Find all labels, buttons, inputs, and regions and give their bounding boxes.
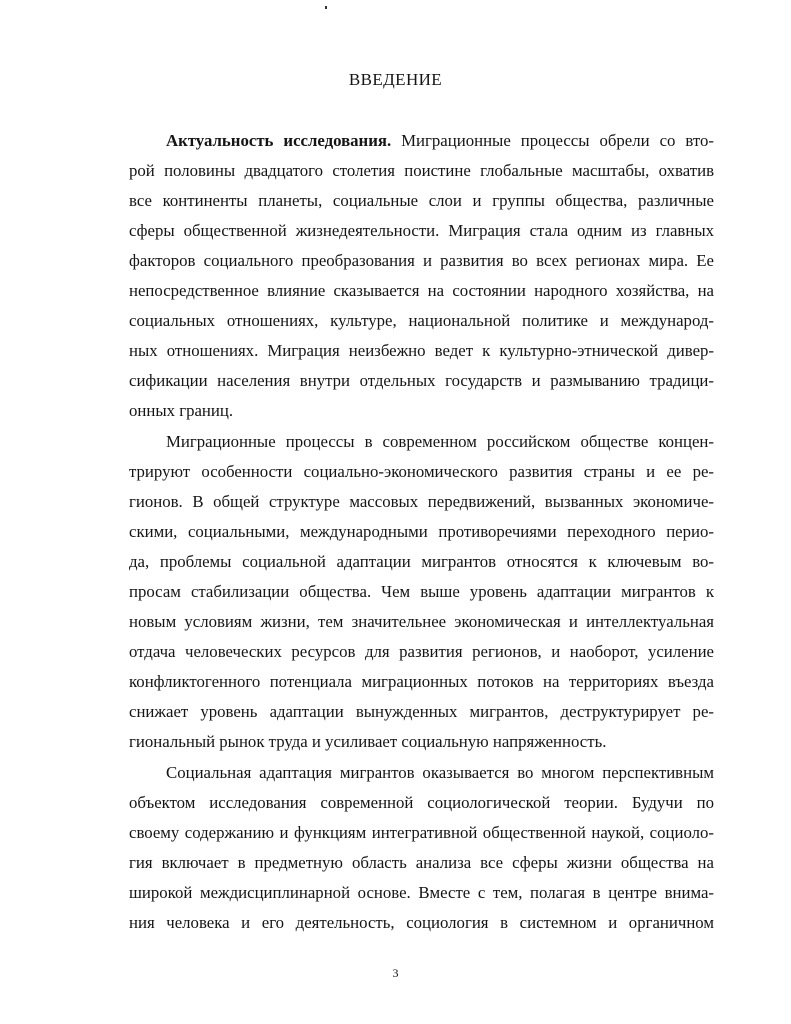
paragraph-line: объектом исследования современной социологической теории. Будучи по [129, 793, 714, 812]
paragraph-line: своему содержанию и функциям интегративной общественной наукой, социоло- [129, 823, 714, 842]
scan-artifact [325, 6, 327, 9]
paragraph-line: снижает уровень адаптации вынужденных мигрантов, деструктурирует ре- [129, 702, 714, 721]
paragraph-line: сификации населения внутри отдельных государств и размыванию традици- [129, 371, 714, 390]
paragraph-line: непосредственное влияние сказывается на состоянии народного хозяйства, на [129, 281, 714, 300]
paragraph-line: да, проблемы социальной адаптации мигрантов относятся к ключевым во- [129, 552, 714, 571]
paragraph-line: гиональный рынок труда и усиливает социальную напряженность. [129, 732, 607, 751]
paragraph-line: просам стабилизации общества. Чем выше уровень адаптации мигрантов к [129, 582, 714, 601]
page-heading: ВВЕДЕНИЕ [348, 70, 443, 89]
paragraph-line: гионов. В общей структуре массовых передвижений, вызванных экономиче- [129, 492, 714, 511]
paragraph-line: рой половины двадцатого столетия поистине глобальные масштабы, охватив [129, 161, 714, 180]
paragraph-line: конфликтогенного потенциала миграционных потоков на территориях въезда [129, 672, 714, 691]
paragraph-line: онных границ. [129, 401, 234, 420]
paragraph-line: новым условиям жизни, тем значительнее экономическая и интеллектуальная [129, 612, 714, 631]
paragraph-line: гия включает в предметную область анализа все сферы жизни общества на [129, 853, 714, 872]
paragraph-line: факторов социального преобразования и развития во всех регионах мира. Ее [129, 251, 714, 270]
paragraph-line: ния человека и его деятельность, социология в системном и органичном [129, 913, 714, 932]
paragraph-line: скими, социальными, международными противоречиями переходного перио- [129, 522, 714, 541]
section-lead: Актуальность исследования. [166, 131, 392, 150]
page-number: 3 [392, 966, 399, 980]
paragraph-line: Миграционные процессы в современном российском обществе концен- [166, 432, 714, 451]
paragraph-line: все континенты планеты, социальные слои и группы общества, различные [129, 191, 714, 210]
paragraph-line: сферы общественной жизнедеятельности. Миграция стала одним из главных [129, 221, 714, 240]
paragraph-line: широкой междисциплинарной основе. Вместе с тем, полагая в центре внима- [129, 883, 714, 902]
paragraph-line: социальных отношениях, культуре, национальной политике и международ- [129, 311, 714, 330]
line-text: Миграционные процессы обрели со вто- [391, 131, 714, 150]
paragraph-1-line-1 [166, 131, 714, 151]
paragraph-line: Социальная адаптация мигрантов оказывается во многом перспективным [166, 763, 714, 782]
paragraph-line: трируют особенности социально-экономического развития страны и ее ре- [129, 462, 714, 481]
paragraph-line: ных отношениях. Миграция неизбежно ведет к культурно-этнической дивер- [129, 341, 714, 360]
paragraph-line: отдача человеческих ресурсов для развития регионов, и наоборот, усиление [129, 642, 714, 661]
